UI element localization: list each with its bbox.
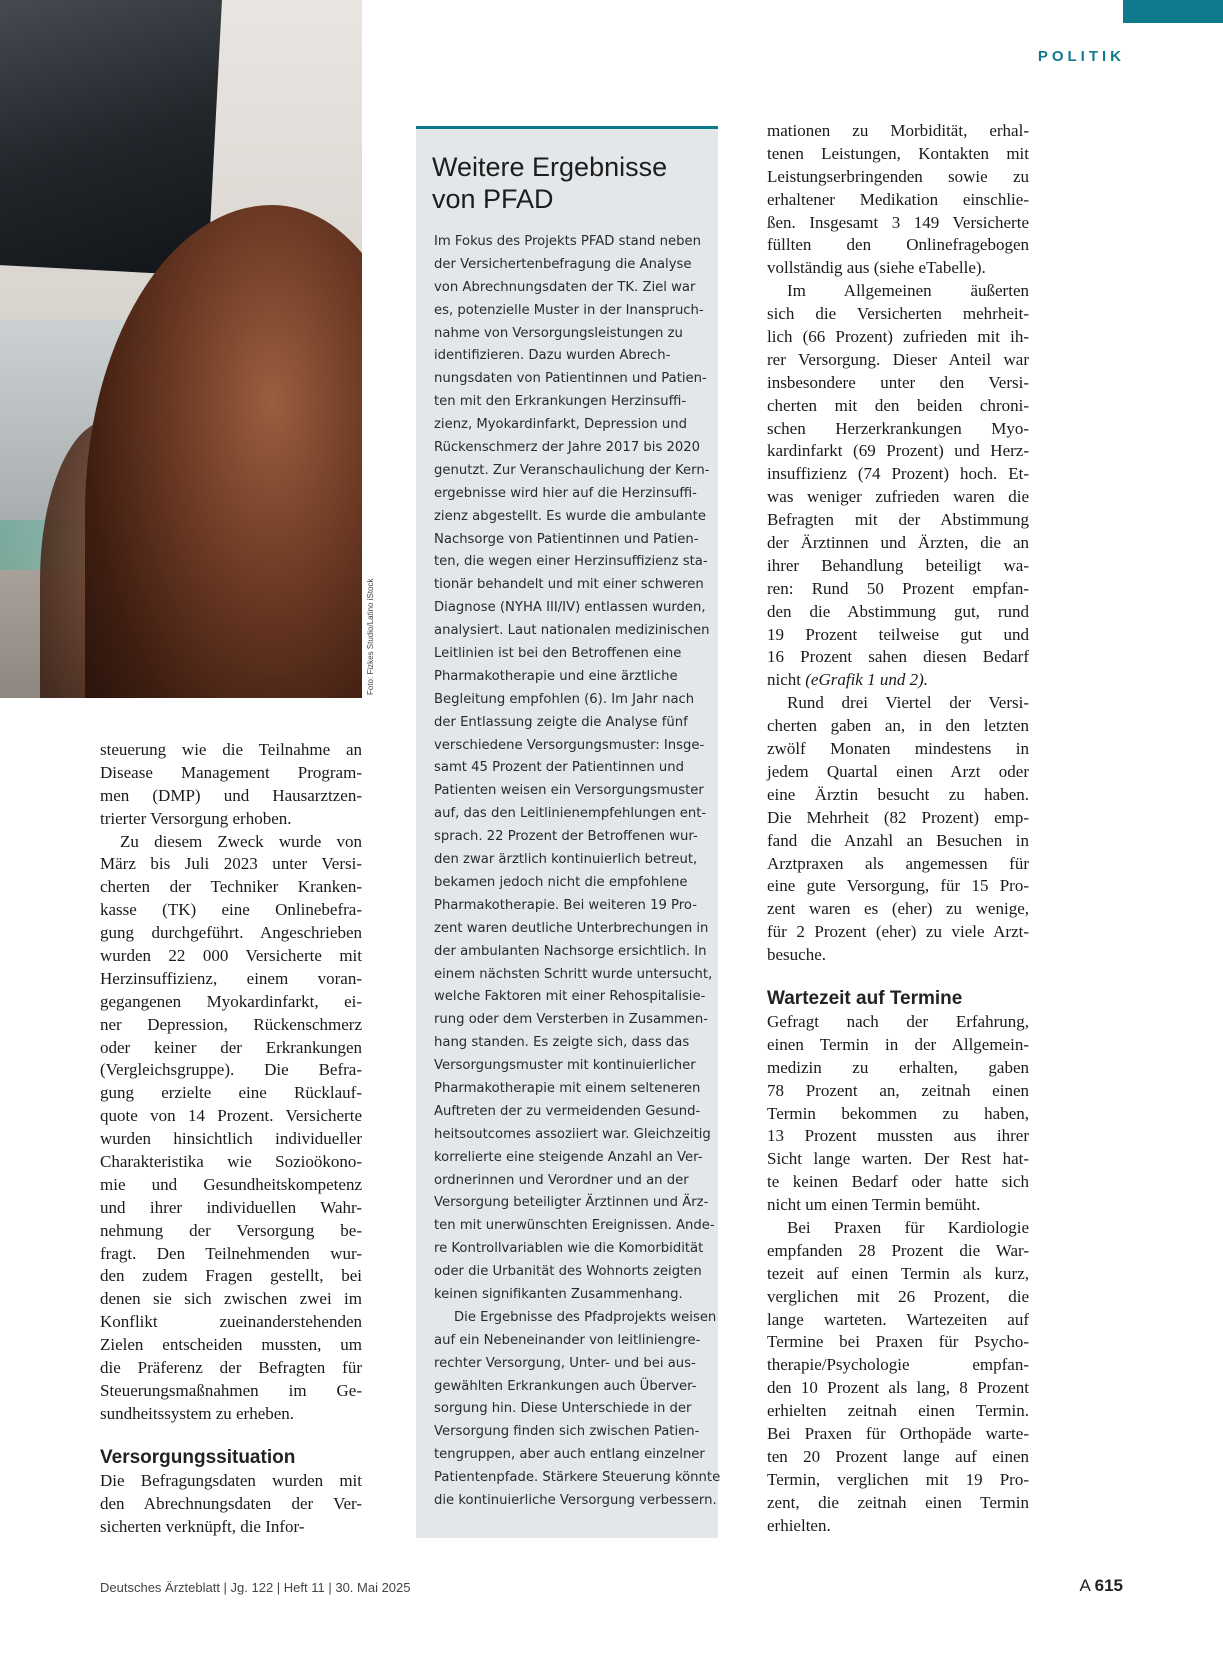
text-line: bekamen jedoch nicht die empfohlene [434,874,688,890]
text-line: gegangenen Myokardinfarkt, ei- [100,991,362,1011]
text-line: der Ärztinnen und Ärzten, die an [767,533,1029,553]
text-line: gewählten Erkrankungen auch Überver- [434,1378,697,1394]
text-line: März bis Juli 2023 unter Versi- [100,854,362,874]
text-line: Disease Management Program- [100,762,362,782]
text-line: wurden hinsichtlich individueller [100,1129,362,1149]
text-line: Zu diesem Zweck wurde von [120,831,362,851]
text-line: zent, die zeitnah einen Termin [767,1492,1029,1512]
left-column [100,739,362,1538]
text-line: kardinfarkt (69 Prozent) und Herz- [767,441,1029,461]
text-line: Herzinsuffizienz, einem voran- [100,968,362,988]
text-line: analysiert. Laut nationalen medizinischen [434,623,710,639]
text-line: besuche. [767,945,827,965]
text-line: Versorgungsmuster mit kontinuierlicher [434,1058,696,1074]
text-line: auf ein Nebeneinander von leitliniengre- [434,1332,701,1348]
text-line: erhielten zeitnah einen Termin. [767,1401,1029,1421]
text-line: Patientenpfade. Stärkere Steuerung könnte [434,1470,721,1486]
footer-page-prefix: A [1079,1576,1090,1595]
text-line: einen Termin in der Allgemein- [767,1034,1029,1054]
text-line: Die Mehrheit (82 Prozent) emp- [767,807,1029,827]
text-line: empfanden 28 Prozent die War- [767,1240,1029,1260]
text-line: verglichen mit 26 Prozent, die [767,1286,1029,1306]
right-paragraph-1 [767,120,1029,280]
text-line: den zwar ärztlich kontinuierlich betreut, [434,852,698,868]
text-line: vollständig aus (siehe eTabelle). [767,258,986,278]
text-line: verschiedene Versorgungsmuster: Insge- [434,737,705,753]
text-line: te keinen Bedarf oder hatte sich [767,1172,1029,1192]
text-line: korrelierte eine steigende Anzahl an Ver- [434,1149,703,1165]
text-line: füllten den Onlinefragebogen [767,235,1029,255]
text-line: der Entlassung zeigte die Analyse fünf [434,714,688,730]
text-line: ten mit den Erkrankungen Herzinsuffi- [434,394,687,410]
right-paragraph-4 [767,1011,1029,1217]
footer-page-number: 615 [1094,1576,1123,1595]
text-line: den 10 Prozent als lang, 8 Prozent [767,1378,1029,1398]
left-paragraph-2 [100,831,362,1426]
text-line: Diagnose (NYHA III/IV) entlassen wurden, [434,600,706,616]
info-box-body [434,231,721,1513]
text-line: zienz abgestellt. Es wurde die ambulante [434,508,706,524]
info-box-paragraph-2 [434,1307,721,1513]
text-line: tezeit auf einen Termin als kurz, [767,1263,1029,1283]
text-line: re Kontrollvariablen wie die Komorbidität [434,1241,704,1257]
text-line: insuffizienz (74 Prozent) hoch. Et- [767,464,1029,484]
text-line: nungsdaten von Patientinnen und Patien- [434,371,707,387]
text-line: samt 45 Prozent der Patientinnen und [434,760,684,776]
text-line: Charakteristika wie Sozioökono- [100,1152,362,1172]
text-line: mationen zu Morbidität, erhal- [767,121,1029,140]
text-line: sundheitssystem zu erheben. [100,1403,295,1423]
text-line: trierter Versorgung erhoben. [100,808,292,828]
text-line: nicht um einen Termin bemüht. [767,1195,981,1215]
text-line: Die Befragungsdaten wurden mit [100,1470,362,1490]
text-line: hang standen. Es zeigte sich, dass das [434,1035,690,1051]
text-line: ner Depression, Rückenschmerz [100,1014,362,1034]
text-line: Leistungserbringenden sowie zu [767,166,1029,186]
text-line: Auftreten der zu vermeidenden Gesund- [434,1103,701,1119]
right-paragraph-5 [767,1217,1029,1537]
text-line: (Vergleichsgruppe). Die Befra- [100,1060,362,1080]
text-line: Bei Praxen für Kardiologie [787,1217,1029,1237]
text-line: von Abrechnungsdaten der TK. Ziel war [434,279,696,295]
text-line: eine Ärztin besucht zu haben. [767,784,1029,804]
text-line: den die Abstimmung gut, rund [767,601,1029,621]
text-line: jedem Quartal einen Arzt oder [767,761,1029,781]
right-column [767,120,1029,1537]
section-heading-wartezeit: Wartezeit auf Termine [767,987,963,1009]
text-line: steuerung wie die Teilnahme an [100,740,362,759]
text-line: tenen Leistungen, Kontakten mit [767,143,1029,163]
info-box-title-line-1: Weitere Ergebnisse [432,152,668,182]
text-line: welche Faktoren mit einer Rehospitalisie- [434,989,706,1005]
text-line: quote von 14 Prozent. Versicherte [100,1106,362,1126]
text-line: ergebnisse wird hier auf die Herzinsuffi- [434,485,697,501]
text-line: tengruppen, aber auch entlang einzelner [434,1447,705,1463]
text-line: zent waren deutliche Unterbrechungen in [434,920,709,936]
text-line: lange warteten. Wartezeiten auf [767,1309,1029,1329]
text-line: therapie/Psychologie empfan- [767,1355,1029,1375]
text-line: lich (66 Prozent) zufrieden mit ih- [767,327,1029,347]
text-line: 19 Prozent teilweise gut und [767,624,1029,644]
text-line: Gefragt nach der Erfahrung, [767,1011,1029,1031]
text-line: Konflikt zueinanderstehenden [100,1312,362,1332]
text-line: Versorgung finden sich zwischen Patien- [434,1424,700,1440]
text-line: ten 20 Prozent lange auf einen [767,1446,1029,1466]
text-line: Rückenschmerz der Jahre 2017 bis 2020 [434,440,701,456]
text-line: Befragten mit der Abstimmung [767,510,1029,530]
info-box-title-line-2: von PFAD [432,184,554,214]
right-paragraph-3 [767,692,1029,967]
text-line: rechter Versorgung, Unter- und bei aus- [434,1355,696,1371]
text-line: keinen signifikanten Zusammenhang. [434,1286,683,1302]
text-line: Termine bei Praxen für Psycho- [767,1332,1029,1352]
photo-credit: Foto: Fizkes Studio/Latino iStock [366,578,375,695]
text-line: Patienten weisen ein Versorgungsmuster [434,783,704,799]
text-line: sprach. 22 Prozent der Betroffenen wur- [434,829,698,845]
text-line: Rund drei Viertel der Versi- [787,693,1029,713]
text-line: nahme von Versorgungsleistungen zu [434,325,683,341]
text-line: Sicht lange warten. Der Rest hat- [767,1149,1029,1169]
text-line: Im Allgemeinen äußerten [787,281,1029,301]
text-line: ordnerinnen und Verordner und an der [434,1172,689,1188]
text-line: rung oder dem Versterben in Zusammen- [434,1012,709,1028]
right-paragraph-2-last-text: nicht [767,670,806,690]
text-line: einem nächsten Schritt wurde untersucht, [434,966,713,982]
text-line: cherten mit den beiden chroni- [767,395,1029,415]
accent-bar [1123,0,1223,23]
text-line: für 2 Prozent (eher) zu viele Arzt- [767,922,1029,942]
text-line: gung erzielte eine Rücklauf- [100,1083,362,1103]
text-line: Pharmakotherapie. Bei weiteren 19 Pro- [434,897,697,913]
text-line: ten mit unerwünschten Ereignissen. Ande- [434,1218,715,1234]
text-line: ren: Rund 50 Prozent empfan- [767,578,1029,598]
text-line: sich die Versicherten mehrheit- [767,304,1029,324]
text-line: Bei Praxen für Orthopäde warte- [767,1423,1029,1443]
footer-page [1079,1576,1123,1596]
text-line: was weniger zufrieden waren die [767,487,1029,507]
text-line: rer Versorgung. Dieser Anteil war [767,349,1029,369]
section-heading-versorgungssituation: Versorgungssituation [100,1446,296,1468]
text-line: medizin zu erhalten, gaben [767,1057,1029,1077]
text-line: Steuerungsmaßnahmen im Ge- [100,1380,362,1400]
info-box [416,126,721,1538]
text-line: ihrer Behandlung beteiligt wa- [767,555,1029,575]
info-box-title [416,129,718,215]
text-line: Begleitung empfohlen (6). Im Jahr nach [434,691,695,707]
text-line: nehmung der Versorgung be- [100,1220,362,1240]
text-line: kasse (TK) eine Onlinebefra- [100,900,362,920]
text-line: Pharmakotherapie und eine ärztliche [434,668,678,684]
text-line: Termin bekommen zu haben, [767,1103,1029,1123]
text-line: gung durchgeführt. Angeschrieben [100,923,362,943]
text-line: zwölf Monaten mindestens in [767,739,1029,759]
text-line: 13 Prozent mussten aus ihrer [767,1126,1029,1146]
text-line: Zielen entscheiden mussten, um [100,1335,362,1355]
text-line: die kontinuierliche Versorgung verbessern. [434,1492,717,1508]
text-line: und ihrer individuellen Wahr- [100,1197,362,1217]
text-line: zienz, Myokardinfarkt, Depression und [434,417,688,433]
text-line: oder keiner der Erkrankungen [100,1037,362,1057]
text-line: Termin, verglichen mit 19 Pro- [767,1469,1029,1489]
text-line: es, potenzielle Muster in der Inanspruch- [434,302,704,318]
text-line: Arztpraxen als angemessen für [767,853,1029,873]
text-line: ten, die wegen einer Herzinsuffizienz sta- [434,554,708,570]
text-line: Leitlinien ist bei den Betroffenen eine [434,646,682,662]
photo-figure-head [85,205,362,698]
text-line: erhielten. [767,1515,831,1535]
text-line: Im Fokus des Projekts PFAD stand neben [434,234,701,249]
text-line: cherten gaben an, in den letzten [767,716,1029,736]
text-line: die Präferenz der Befragten für [100,1358,362,1378]
text-line: Nachsorge von Patientinnen und Patien- [434,531,699,547]
text-line: genutzt. Zur Veranschaulichung der Kern- [434,462,710,478]
text-line: schen Herzerkrankungen Myo- [767,418,1029,438]
left-paragraph-1 [100,739,362,831]
egrafik-reference: (eGrafik 1 und 2). [805,670,929,690]
text-line: cherten der Techniker Kranken- [100,877,362,897]
text-line: Pharmakotherapie mit einem selteneren [434,1080,701,1096]
text-line: mie und Gesundheitskompetenz [100,1174,362,1194]
text-line: tionär behandelt und mit einer schweren [434,577,704,593]
info-box-paragraph-1 [434,231,715,1307]
text-line: auf, das den Leitlinienempfehlungen ent- [434,806,707,822]
text-line: 16 Prozent sahen diesen Bedarf [767,647,1029,667]
text-line: identifizieren. Dazu wurden Abrech- [434,348,671,364]
section-label: POLITIK [1037,48,1125,65]
text-line: ßen. Insgesamt 3 149 Versicherte [767,212,1029,232]
text-line: wurden 22 000 Versicherte mit [100,946,362,966]
text-line: heitsoutcomes assoziiert war. Gleichzeitig [434,1126,711,1142]
text-line: eine gute Versorgung, für 15 Pro- [767,876,1029,896]
text-line: men (DMP) und Hausarztzen- [100,785,362,805]
text-line: oder die Urbanität des Wohnorts zeigten [434,1264,702,1280]
right-paragraph-2 [767,280,1029,669]
text-line: den Abrechnungsdaten der Ver- [100,1493,362,1513]
text-line: sicherten verknüpft, die Infor- [100,1516,305,1536]
text-line: erhaltener Medikation einschlie- [767,189,1029,209]
text-line: fragt. Den Teilnehmenden wur- [100,1243,362,1263]
text-line: Versorgung beteiligter Ärztinnen und Ärz- [434,1195,709,1211]
text-line: fand die Anzahl an Besuchen in [767,830,1029,850]
text-line: zent waren es (eher) zu wenige, [767,899,1029,919]
text-line: 78 Prozent an, zeitnah einen [767,1080,1029,1100]
photo-monitor [0,0,222,276]
text-line: der Versichertenbefragung die Analyse [434,256,692,272]
text-line: sorgung hin. Diese Unterschiede in der [434,1401,692,1417]
footer-citation: Deutsches Ärzteblatt | Jg. 122 | Heft 11 | 30. Mai 2025 [100,1580,411,1595]
text-line: Die Ergebnisse des Pfadprojekts weisen [454,1309,717,1325]
left-paragraph-3 [100,1470,362,1539]
text-line: den zudem Fragen gestellt, bei [100,1266,362,1286]
text-line: insbesondere unter den Versi- [767,372,1029,392]
article-photo [0,0,362,698]
right-paragraph-2-last-line [767,669,1029,692]
text-line: denen sie sich zwischen zwei im [100,1289,362,1309]
text-line: der ambulanten Nachsorge ersichtlich. In [434,943,707,959]
